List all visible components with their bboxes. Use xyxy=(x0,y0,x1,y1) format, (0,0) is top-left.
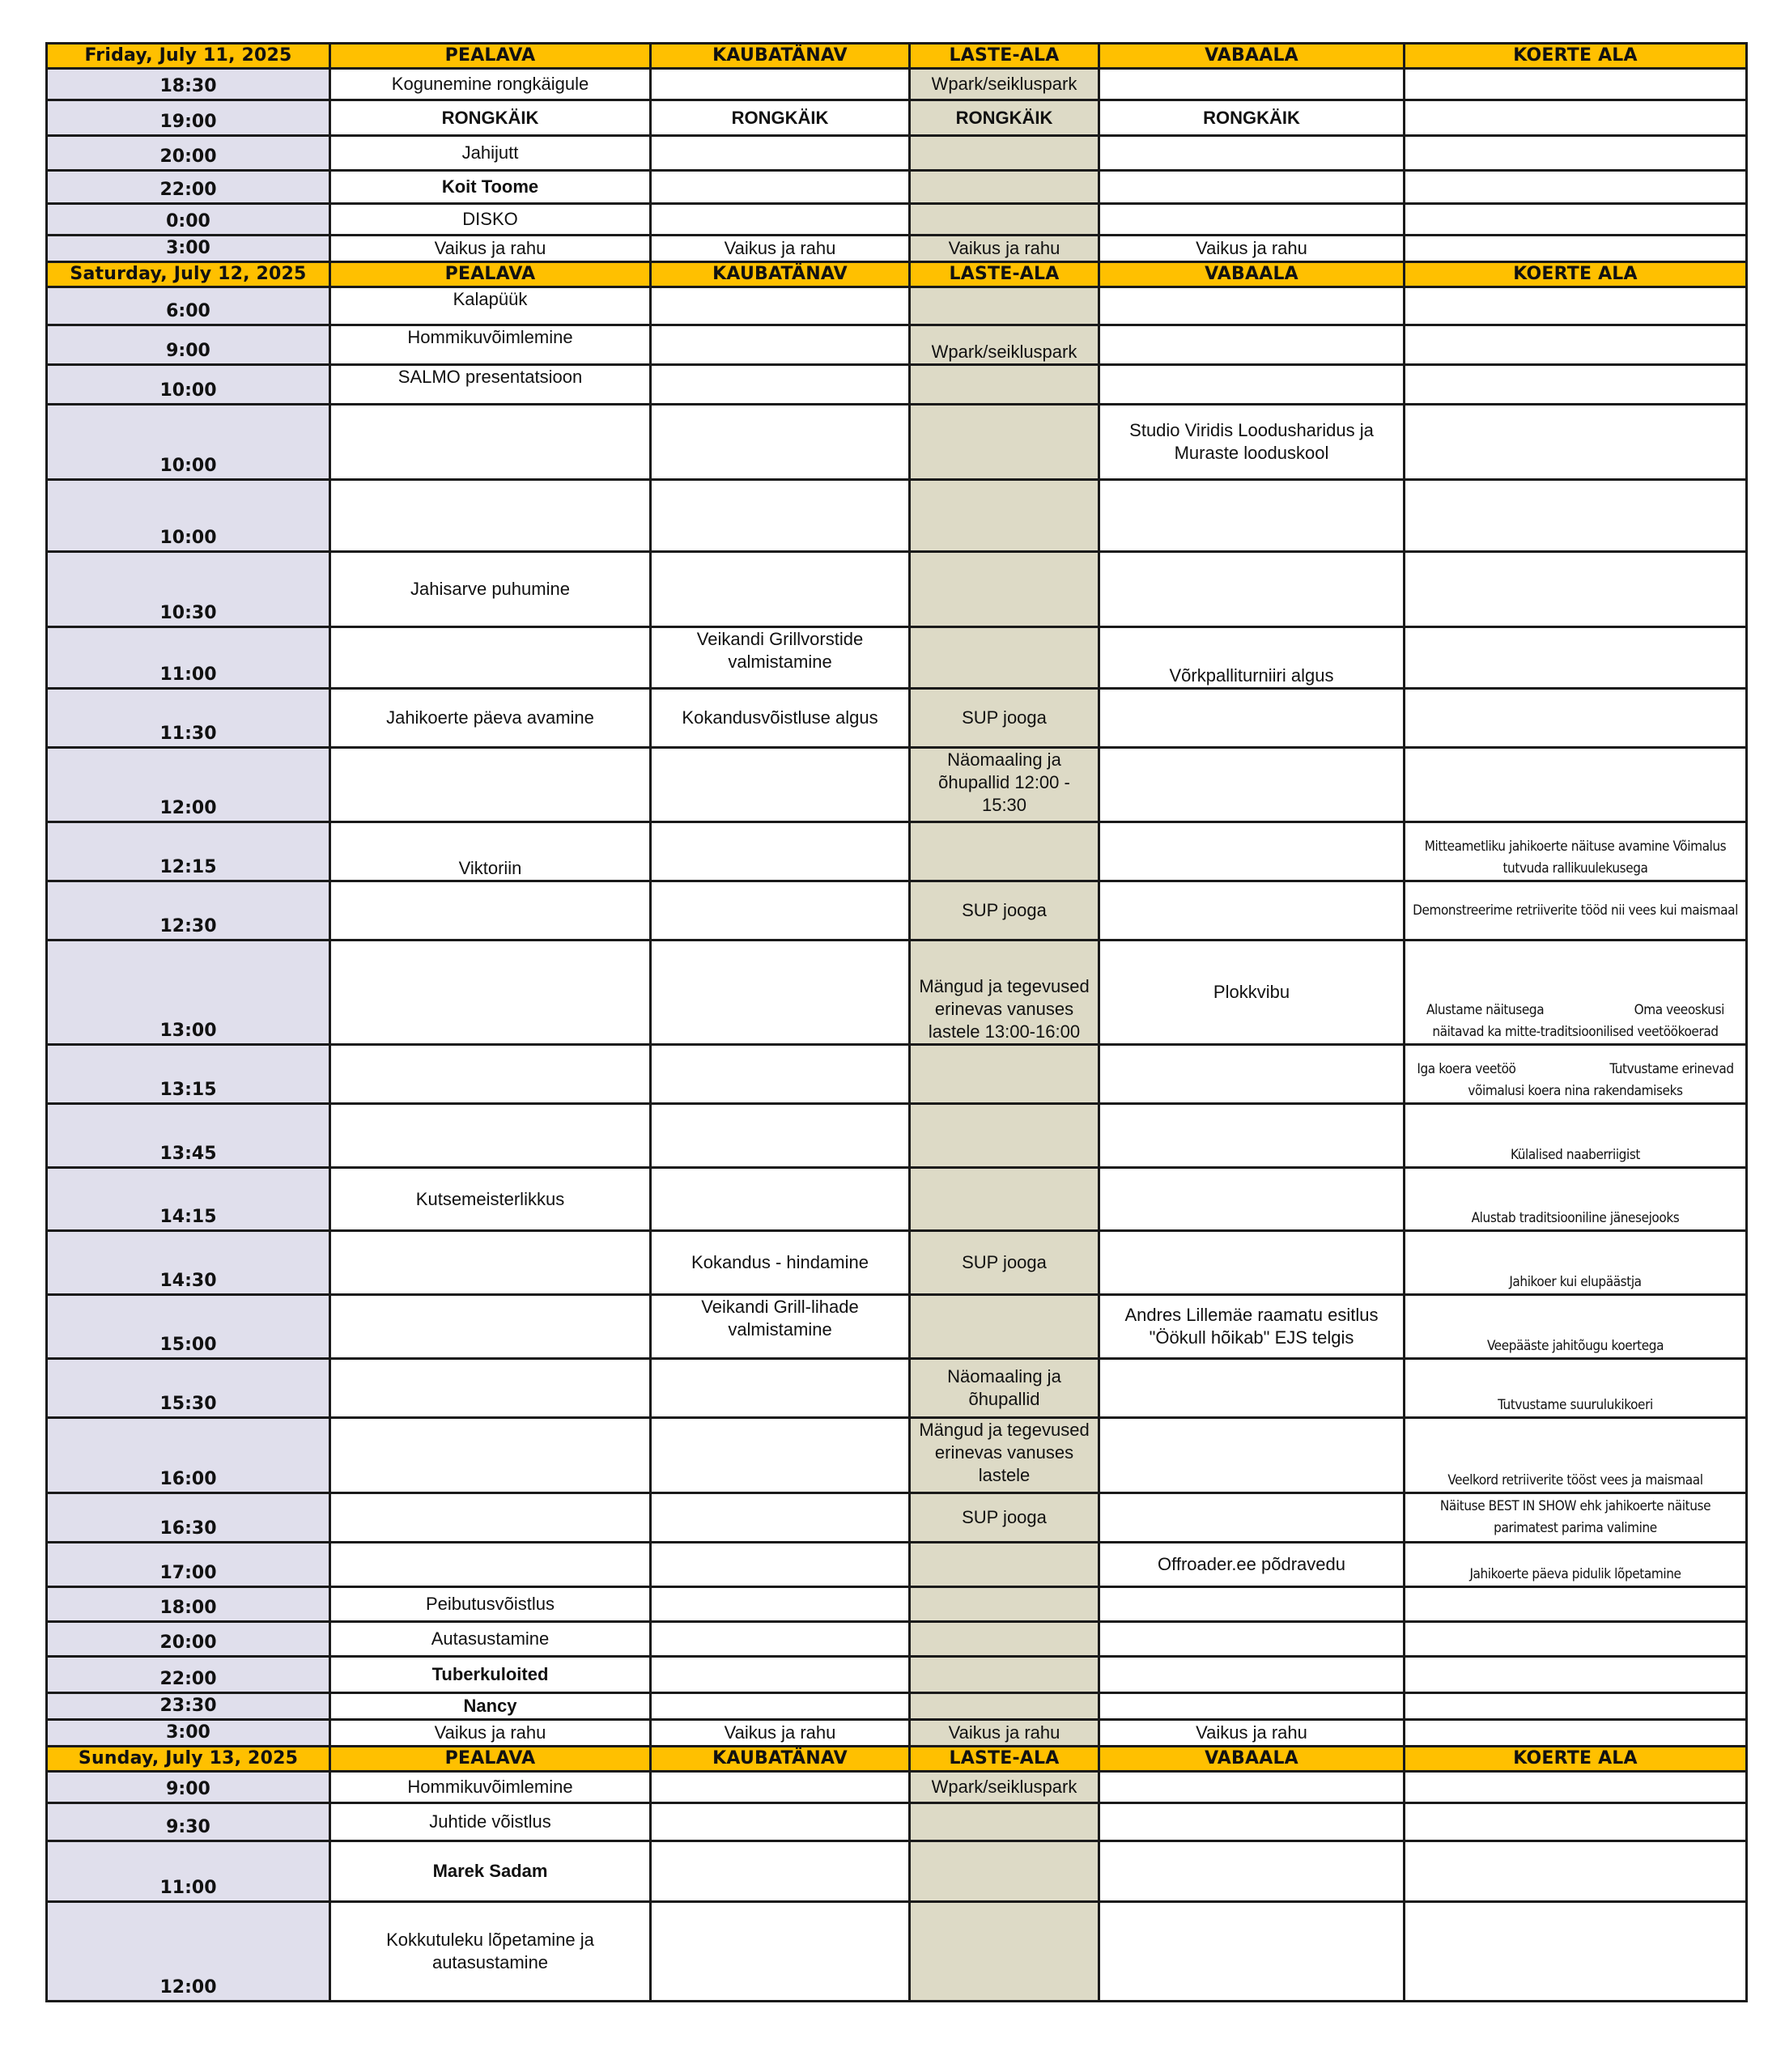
event-cell-laste-ala xyxy=(910,405,1099,480)
event-cell-vabaala xyxy=(1099,1231,1405,1295)
event-cell-vabaala xyxy=(1099,136,1405,171)
event-cell-vabaala xyxy=(1099,365,1405,405)
schedule-row xyxy=(47,1168,1747,1231)
event-cell-kaubatanav xyxy=(651,69,910,100)
event-cell-laste-ala xyxy=(910,1045,1099,1104)
event-cell-koerte-ala xyxy=(1405,204,1747,236)
event-cell-pealava xyxy=(330,1418,651,1493)
event-cell-vabaala xyxy=(1099,1803,1405,1841)
event-cell-pealava: SALMO presentatsioon xyxy=(330,365,651,405)
event-cell-laste-ala: Näomaaling ja õhupallid xyxy=(910,1359,1099,1418)
schedule-row xyxy=(47,822,1747,881)
event-cell-kaubatanav xyxy=(651,171,910,204)
time-cell: 19:00 xyxy=(47,100,330,136)
event-cell-koerte-ala xyxy=(1405,325,1747,365)
schedule-row xyxy=(47,1693,1747,1720)
event-cell-laste-ala: RONGKÄIK xyxy=(910,100,1099,136)
day-title: Sunday, July 13, 2025 xyxy=(47,1747,330,1772)
column-header-vabaala: VABAALA xyxy=(1099,44,1405,69)
event-cell-pealava xyxy=(330,405,651,480)
event-cell-vabaala xyxy=(1099,325,1405,365)
event-cell-vabaala: RONGKÄIK xyxy=(1099,100,1405,136)
column-header-laste-ala: LASTE-ALA xyxy=(910,44,1099,69)
event-cell-vabaala xyxy=(1099,552,1405,627)
event-cell-vabaala xyxy=(1099,881,1405,940)
event-cell-koerte-ala: Veelkord retriiverite tööst vees ja maismaal xyxy=(1405,1418,1747,1493)
event-cell-pealava: Hommikuvõimlemine xyxy=(330,325,651,365)
event-cell-pealava xyxy=(330,1045,651,1104)
schedule-row xyxy=(47,1803,1747,1841)
event-cell-koerte-ala xyxy=(1405,100,1747,136)
time-cell: 10:00 xyxy=(47,365,330,405)
event-cell-kaubatanav xyxy=(651,1587,910,1622)
event-cell-vabaala: Andres Lillemäe raamatu esitlus "Öökull hõikab" EJS telgis xyxy=(1099,1295,1405,1359)
schedule-row xyxy=(47,689,1747,748)
schedule-row xyxy=(47,236,1747,262)
event-cell-pealava xyxy=(330,1543,651,1587)
event-cell-koerte-ala: Näituse BEST IN SHOW ehk jahikoerte näituse parimatest parima valimine xyxy=(1405,1493,1747,1543)
event-cell-vabaala xyxy=(1099,1902,1405,2002)
column-header-pealava: PEALAVA xyxy=(330,44,651,69)
event-cell-vabaala xyxy=(1099,69,1405,100)
event-cell-vabaala xyxy=(1099,1693,1405,1720)
event-cell-pealava xyxy=(330,1359,651,1418)
event-cell-kaubatanav xyxy=(651,1104,910,1168)
event-cell-koerte-ala xyxy=(1405,1693,1747,1720)
event-cell-pealava xyxy=(330,881,651,940)
event-cell-kaubatanav: Veikandi Grillvorstide valmistamine xyxy=(651,627,910,689)
event-cell-pealava: Kutsemeisterlikkus xyxy=(330,1168,651,1231)
event-cell-kaubatanav xyxy=(651,1418,910,1493)
event-cell-kaubatanav xyxy=(651,136,910,171)
event-cell-pealava xyxy=(330,748,651,822)
schedule-row xyxy=(47,171,1747,204)
event-cell-pealava xyxy=(330,940,651,1045)
event-cell-koerte-ala xyxy=(1405,287,1747,325)
event-cell-koerte-ala: Tutvustame suurulukikoeri xyxy=(1405,1359,1747,1418)
schedule-row xyxy=(47,1295,1747,1359)
event-cell-laste-ala xyxy=(910,365,1099,405)
event-cell-koerte-ala xyxy=(1405,136,1747,171)
event-cell-laste-ala xyxy=(910,1693,1099,1720)
time-cell: 13:45 xyxy=(47,1104,330,1168)
event-cell-koerte-ala xyxy=(1405,1902,1747,2002)
column-header-koerte-ala: KOERTE ALA xyxy=(1405,262,1747,287)
event-cell-pealava xyxy=(330,627,651,689)
event-cell-koerte-ala xyxy=(1405,1772,1747,1803)
time-cell: 9:00 xyxy=(47,325,330,365)
event-cell-laste-ala: Wpark/seikluspark xyxy=(910,325,1099,365)
schedule-row xyxy=(47,1231,1747,1295)
event-cell-vabaala xyxy=(1099,1772,1405,1803)
schedule-row xyxy=(47,1772,1747,1803)
day-header-row xyxy=(47,262,1747,287)
event-cell-koerte-ala: Demonstreerime retriiverite tööd nii vees kui maismaal xyxy=(1405,881,1747,940)
event-cell-kaubatanav: Vaikus ja rahu xyxy=(651,1720,910,1747)
time-cell: 12:30 xyxy=(47,881,330,940)
event-cell-pealava: Nancy xyxy=(330,1693,651,1720)
event-cell-kaubatanav xyxy=(651,1803,910,1841)
event-cell-pealava: Vaikus ja rahu xyxy=(330,236,651,262)
schedule-row xyxy=(47,1622,1747,1657)
event-cell-kaubatanav xyxy=(651,1622,910,1657)
event-cell-vabaala: Vaikus ja rahu xyxy=(1099,236,1405,262)
event-cell-laste-ala: Näomaaling ja õhupallid 12:00 - 15:30 xyxy=(910,748,1099,822)
day-header-row xyxy=(47,1747,1747,1772)
day-header-row xyxy=(47,44,1747,69)
time-cell: 12:00 xyxy=(47,1902,330,2002)
event-cell-pealava: Vaikus ja rahu xyxy=(330,1720,651,1747)
schedule-row xyxy=(47,100,1747,136)
event-cell-koerte-ala xyxy=(1405,627,1747,689)
event-cell-kaubatanav xyxy=(651,1493,910,1543)
event-cell-kaubatanav xyxy=(651,881,910,940)
event-cell-laste-ala xyxy=(910,204,1099,236)
event-cell-kaubatanav xyxy=(651,1693,910,1720)
event-cell-kaubatanav xyxy=(651,1543,910,1587)
event-cell-pealava: Autasustamine xyxy=(330,1622,651,1657)
event-cell-vabaala xyxy=(1099,1622,1405,1657)
event-cell-koerte-ala: Alustame näitusega Oma veeoskusi näitavad ka mitte-traditsioonilised veetöökoerad xyxy=(1405,940,1747,1045)
event-cell-koerte-ala xyxy=(1405,552,1747,627)
time-cell: 18:30 xyxy=(47,69,330,100)
schedule-row xyxy=(47,325,1747,365)
schedule-row xyxy=(47,1720,1747,1747)
event-cell-pealava: Peibutusvõistlus xyxy=(330,1587,651,1622)
time-cell: 22:00 xyxy=(47,171,330,204)
event-cell-kaubatanav: Kokandus - hindamine xyxy=(651,1231,910,1295)
day-title: Saturday, July 12, 2025 xyxy=(47,262,330,287)
event-cell-laste-ala xyxy=(910,1841,1099,1902)
schedule-row xyxy=(47,480,1747,552)
event-cell-pealava: Juhtide võistlus xyxy=(330,1803,651,1841)
time-cell: 11:00 xyxy=(47,1841,330,1902)
event-cell-laste-ala: Wpark/seikluspark xyxy=(910,1772,1099,1803)
event-cell-koerte-ala xyxy=(1405,365,1747,405)
schedule-row xyxy=(47,881,1747,940)
event-cell-laste-ala: Mängud ja tegevused erinevas vanuses lastele xyxy=(910,1418,1099,1493)
event-cell-koerte-ala xyxy=(1405,748,1747,822)
event-cell-vabaala xyxy=(1099,1418,1405,1493)
event-cell-pealava: Marek Sadam xyxy=(330,1841,651,1902)
event-cell-vabaala xyxy=(1099,1168,1405,1231)
time-cell: 16:00 xyxy=(47,1418,330,1493)
schedule-row xyxy=(47,204,1747,236)
event-cell-laste-ala xyxy=(910,822,1099,881)
time-cell: 20:00 xyxy=(47,136,330,171)
event-cell-laste-ala xyxy=(910,1902,1099,2002)
event-cell-koerte-ala xyxy=(1405,1841,1747,1902)
event-cell-pealava xyxy=(330,1231,651,1295)
schedule-row xyxy=(47,1543,1747,1587)
event-cell-pealava: DISKO xyxy=(330,204,651,236)
schedule-row xyxy=(47,1418,1747,1493)
event-cell-kaubatanav: Vaikus ja rahu xyxy=(651,236,910,262)
event-cell-pealava: Koit Toome xyxy=(330,171,651,204)
column-header-kaubatanav: KAUBATÄNAV xyxy=(651,262,910,287)
schedule-row xyxy=(47,1902,1747,2002)
event-cell-laste-ala xyxy=(910,1295,1099,1359)
event-cell-koerte-ala xyxy=(1405,171,1747,204)
time-cell: 0:00 xyxy=(47,204,330,236)
time-cell: 12:00 xyxy=(47,748,330,822)
time-cell: 13:15 xyxy=(47,1045,330,1104)
column-header-koerte-ala: KOERTE ALA xyxy=(1405,44,1747,69)
event-cell-pealava: Hommikuvõimlemine xyxy=(330,1772,651,1803)
event-cell-pealava: Jahikoerte päeva avamine xyxy=(330,689,651,748)
event-cell-kaubatanav: RONGKÄIK xyxy=(651,100,910,136)
event-cell-pealava: RONGKÄIK xyxy=(330,100,651,136)
event-cell-kaubatanav xyxy=(651,1359,910,1418)
event-cell-pealava xyxy=(330,480,651,552)
event-cell-vabaala xyxy=(1099,171,1405,204)
schedule-row xyxy=(47,405,1747,480)
event-cell-koerte-ala: Iga koera veetöö Tutvustame erinevad võimalusi koera nina rakendamiseks xyxy=(1405,1045,1747,1104)
event-cell-vabaala xyxy=(1099,1587,1405,1622)
event-cell-vabaala: Offroader.ee põdravedu xyxy=(1099,1543,1405,1587)
time-cell: 14:15 xyxy=(47,1168,330,1231)
event-cell-kaubatanav xyxy=(651,552,910,627)
event-cell-kaubatanav: Kokandusvõistluse algus xyxy=(651,689,910,748)
event-cell-laste-ala xyxy=(910,1168,1099,1231)
event-cell-laste-ala xyxy=(910,1657,1099,1693)
event-cell-kaubatanav xyxy=(651,1168,910,1231)
column-header-kaubatanav: KAUBATÄNAV xyxy=(651,44,910,69)
schedule-row xyxy=(47,627,1747,689)
schedule-row xyxy=(47,1841,1747,1902)
event-cell-koerte-ala: Veepääste jahitõugu koertega xyxy=(1405,1295,1747,1359)
event-cell-laste-ala: SUP jooga xyxy=(910,881,1099,940)
column-header-koerte-ala: KOERTE ALA xyxy=(1405,1747,1747,1772)
column-header-laste-ala: LASTE-ALA xyxy=(910,1747,1099,1772)
time-cell: 23:30 xyxy=(47,1693,330,1720)
event-cell-koerte-ala xyxy=(1405,69,1747,100)
event-cell-vabaala xyxy=(1099,1493,1405,1543)
event-cell-pealava: Tuberkuloited xyxy=(330,1657,651,1693)
event-cell-kaubatanav xyxy=(651,365,910,405)
event-cell-kaubatanav xyxy=(651,325,910,365)
event-cell-pealava: Viktoriin xyxy=(330,822,651,881)
event-cell-koerte-ala xyxy=(1405,1803,1747,1841)
column-header-pealava: PEALAVA xyxy=(330,262,651,287)
schedule-row xyxy=(47,1657,1747,1693)
event-cell-laste-ala: Vaikus ja rahu xyxy=(910,1720,1099,1747)
time-cell: 9:00 xyxy=(47,1772,330,1803)
schedule-row xyxy=(47,1359,1747,1418)
event-cell-laste-ala xyxy=(910,1104,1099,1168)
column-header-vabaala: VABAALA xyxy=(1099,262,1405,287)
schedule-row xyxy=(47,1045,1747,1104)
event-cell-vabaala xyxy=(1099,1104,1405,1168)
event-cell-pealava xyxy=(330,1104,651,1168)
schedule-row xyxy=(47,287,1747,325)
time-cell: 13:00 xyxy=(47,940,330,1045)
event-cell-koerte-ala: Alustab traditsiooniline jänesejooks xyxy=(1405,1168,1747,1231)
event-cell-kaubatanav xyxy=(651,1772,910,1803)
event-cell-laste-ala xyxy=(910,1803,1099,1841)
time-cell: 9:30 xyxy=(47,1803,330,1841)
event-cell-vabaala: Võrkpalliturniiri algus xyxy=(1099,627,1405,689)
schedule-row xyxy=(47,940,1747,1045)
event-cell-vabaala: Studio Viridis Loodusharidus ja Muraste looduskool xyxy=(1099,405,1405,480)
event-cell-kaubatanav xyxy=(651,480,910,552)
schedule-row xyxy=(47,365,1747,405)
event-cell-vabaala xyxy=(1099,1359,1405,1418)
event-cell-laste-ala: Vaikus ja rahu xyxy=(910,236,1099,262)
event-cell-laste-ala xyxy=(910,171,1099,204)
event-cell-vabaala xyxy=(1099,1045,1405,1104)
event-cell-koerte-ala xyxy=(1405,1622,1747,1657)
time-cell: 10:30 xyxy=(47,552,330,627)
event-cell-koerte-ala xyxy=(1405,1657,1747,1693)
event-cell-vabaala xyxy=(1099,287,1405,325)
event-cell-koerte-ala xyxy=(1405,405,1747,480)
time-cell: 15:00 xyxy=(47,1295,330,1359)
time-cell: 18:00 xyxy=(47,1587,330,1622)
event-cell-pealava: Kalapüük xyxy=(330,287,651,325)
time-cell: 11:30 xyxy=(47,689,330,748)
event-cell-vabaala xyxy=(1099,748,1405,822)
event-cell-kaubatanav xyxy=(651,748,910,822)
event-cell-pealava: Kokkutuleku lõpetamine ja autasustamine xyxy=(330,1902,651,2002)
schedule-row xyxy=(47,1493,1747,1543)
event-cell-koerte-ala xyxy=(1405,480,1747,552)
event-cell-laste-ala xyxy=(910,552,1099,627)
event-cell-laste-ala xyxy=(910,287,1099,325)
event-cell-vabaala xyxy=(1099,480,1405,552)
event-cell-laste-ala: SUP jooga xyxy=(910,1493,1099,1543)
event-cell-pealava: Jahijutt xyxy=(330,136,651,171)
event-cell-kaubatanav: Veikandi Grill-lihade valmistamine xyxy=(651,1295,910,1359)
schedule-row xyxy=(47,552,1747,627)
event-cell-koerte-ala: Külalised naaberriigist xyxy=(1405,1104,1747,1168)
event-cell-koerte-ala: Jahikoer kui elupäästja xyxy=(1405,1231,1747,1295)
event-cell-koerte-ala xyxy=(1405,236,1747,262)
schedule-row xyxy=(47,1104,1747,1168)
event-cell-laste-ala xyxy=(910,1622,1099,1657)
event-cell-vabaala xyxy=(1099,689,1405,748)
event-cell-koerte-ala xyxy=(1405,1587,1747,1622)
event-cell-laste-ala xyxy=(910,627,1099,689)
event-cell-pealava xyxy=(330,1295,651,1359)
event-cell-kaubatanav xyxy=(651,287,910,325)
time-cell: 14:30 xyxy=(47,1231,330,1295)
event-cell-laste-ala xyxy=(910,1543,1099,1587)
column-header-pealava: PEALAVA xyxy=(330,1747,651,1772)
event-cell-laste-ala xyxy=(910,136,1099,171)
event-cell-kaubatanav xyxy=(651,822,910,881)
time-cell: 17:00 xyxy=(47,1543,330,1587)
time-cell: 3:00 xyxy=(47,236,330,262)
event-cell-pealava: Jahisarve puhumine xyxy=(330,552,651,627)
time-cell: 10:00 xyxy=(47,405,330,480)
event-cell-laste-ala xyxy=(910,1587,1099,1622)
event-cell-laste-ala xyxy=(910,480,1099,552)
event-cell-laste-ala: SUP jooga xyxy=(910,1231,1099,1295)
schedule-row xyxy=(47,1587,1747,1622)
column-header-laste-ala: LASTE-ALA xyxy=(910,262,1099,287)
event-cell-laste-ala: Wpark/seikluspark xyxy=(910,69,1099,100)
event-cell-vabaala xyxy=(1099,1657,1405,1693)
event-cell-kaubatanav xyxy=(651,940,910,1045)
event-cell-koerte-ala: Jahikoerte päeva pidulik lõpetamine xyxy=(1405,1543,1747,1587)
event-cell-kaubatanav xyxy=(651,1841,910,1902)
event-cell-kaubatanav xyxy=(651,405,910,480)
event-cell-vabaala: Plokkvibu xyxy=(1099,940,1405,1045)
event-cell-kaubatanav xyxy=(651,1902,910,2002)
event-cell-koerte-ala xyxy=(1405,689,1747,748)
time-cell: 20:00 xyxy=(47,1622,330,1657)
time-cell: 12:15 xyxy=(47,822,330,881)
time-cell: 6:00 xyxy=(47,287,330,325)
time-cell: 16:30 xyxy=(47,1493,330,1543)
time-cell: 3:00 xyxy=(47,1720,330,1747)
event-cell-laste-ala: Mängud ja tegevused erinevas vanuses lastele 13:00-16:00 xyxy=(910,940,1099,1045)
event-cell-kaubatanav xyxy=(651,1045,910,1104)
festival-schedule-table xyxy=(45,42,1748,2002)
column-header-kaubatanav: KAUBATÄNAV xyxy=(651,1747,910,1772)
schedule-row xyxy=(47,136,1747,171)
column-header-vabaala: VABAALA xyxy=(1099,1747,1405,1772)
schedule-row xyxy=(47,69,1747,100)
event-cell-laste-ala: SUP jooga xyxy=(910,689,1099,748)
time-cell: 11:00 xyxy=(47,627,330,689)
time-cell: 15:30 xyxy=(47,1359,330,1418)
time-cell: 10:00 xyxy=(47,480,330,552)
event-cell-koerte-ala: Mitteametliku jahikoerte näituse avamine Võimalus tutvuda rallikuulekusega xyxy=(1405,822,1747,881)
event-cell-kaubatanav xyxy=(651,204,910,236)
event-cell-kaubatanav xyxy=(651,1657,910,1693)
time-cell: 22:00 xyxy=(47,1657,330,1693)
event-cell-vabaala: Vaikus ja rahu xyxy=(1099,1720,1405,1747)
event-cell-vabaala xyxy=(1099,1841,1405,1902)
event-cell-vabaala xyxy=(1099,822,1405,881)
event-cell-vabaala xyxy=(1099,204,1405,236)
day-title: Friday, July 11, 2025 xyxy=(47,44,330,69)
schedule-row xyxy=(47,748,1747,822)
event-cell-pealava xyxy=(330,1493,651,1543)
event-cell-pealava: Kogunemine rongkäigule xyxy=(330,69,651,100)
event-cell-koerte-ala xyxy=(1405,1720,1747,1747)
